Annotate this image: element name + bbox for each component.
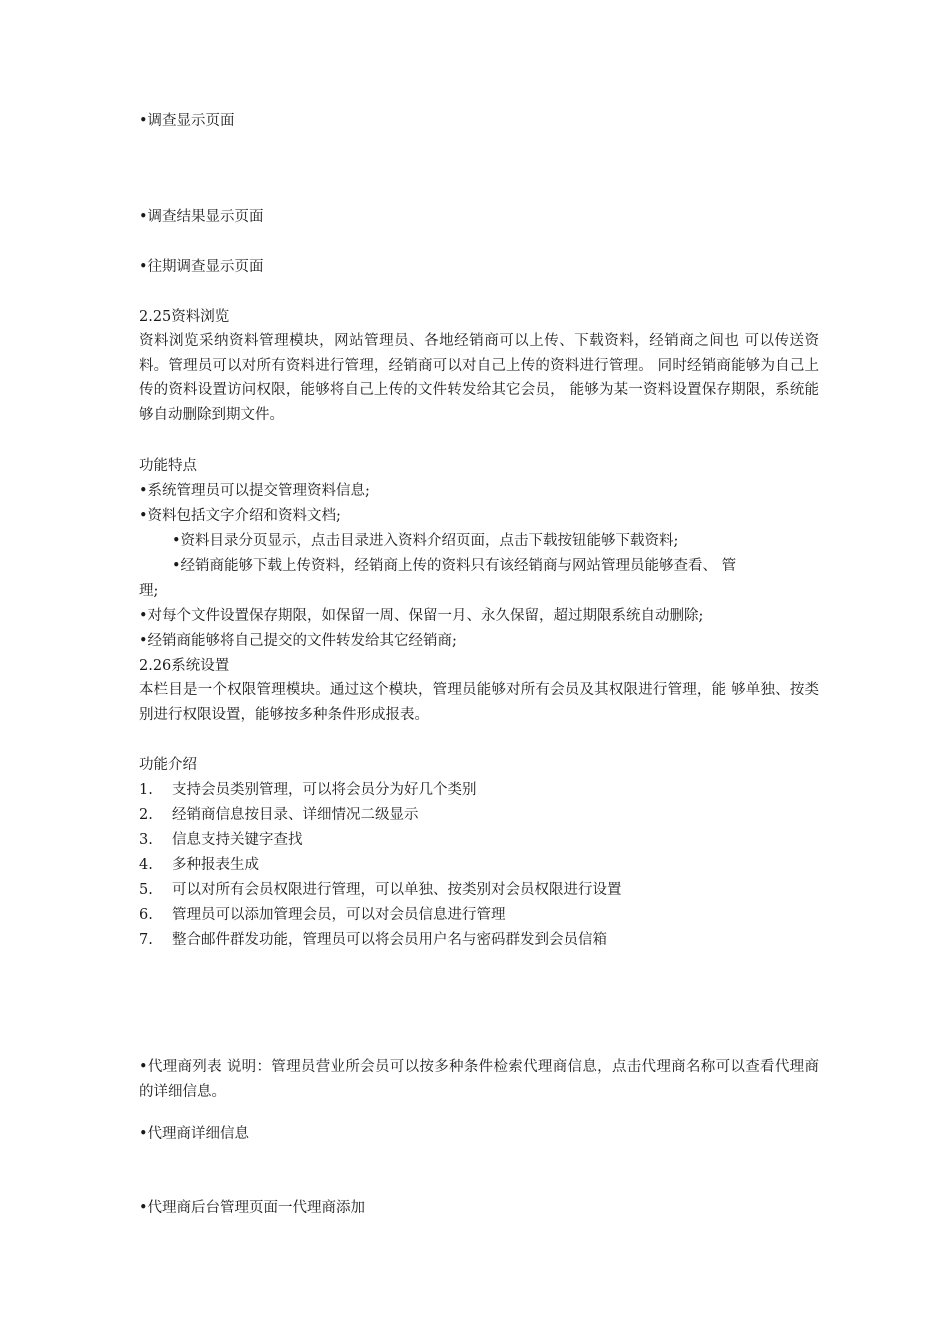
- list-number: 7.: [139, 932, 153, 948]
- feature-subitem: •经销商能够下载上传资料，经销商上传的资料只有该经销商与网站管理员能够查看、 管: [172, 558, 737, 574]
- list-text: 信息支持关键字查找: [172, 832, 303, 848]
- list-text: 管理员可以添加管理会员，可以对会员信息进行管理: [172, 907, 506, 923]
- intro-list-item: [139, 855, 259, 875]
- intro-list-item: [139, 880, 622, 900]
- list-text: 多种报表生成: [172, 857, 259, 873]
- section-2-26-body: 本栏目是一个权限管理模块。通过这个模块，管理员能够对所有会员及其权限进行管理，能 够单独、按类别进行权限设置，能够按多种条件形成报表。: [139, 682, 819, 723]
- list-text: 整合邮件群发功能，管理员可以将会员用户名与密码群发到会员信箱: [172, 932, 607, 948]
- feature-item: •系统管理员可以提交管理资料信息;: [139, 483, 370, 499]
- section-2-25-title: 2.25资料浏览: [139, 309, 230, 325]
- list-number: 2.: [139, 807, 153, 823]
- feature-subitem-continuation: 理;: [139, 583, 159, 599]
- intro-title: 功能介绍: [139, 757, 197, 773]
- list-number: 5.: [139, 882, 153, 898]
- survey-display-heading: •调查显示页面: [139, 113, 235, 129]
- section-2-26-title: 2.26系统设置: [139, 658, 230, 674]
- agent-admin-heading: •代理商后台管理页面一代理商添加: [139, 1200, 366, 1216]
- section-2-25-body: 资料浏览采纳资料管理模块，网站管理员、各地经销商可以上传、下载资料，经销商之间也 可以传送资料。管理员可以对所有资料进行管理，经销商可以对自己上传的资料进行管理。 同时经销商能够为自己上传的资料设置访问权限，能够将自己上传的文件转发给其它会员， 能够为某一资料设置保存期限，系统能够自动删除到期文件。: [139, 333, 819, 424]
- intro-list-item: [139, 930, 607, 950]
- agent-detail-heading: •代理商详细信息: [139, 1126, 250, 1142]
- list-text: 经销商信息按目录、详细情况二级显示: [172, 807, 419, 823]
- agent-list-description: •代理商列表 说明：管理员营业所会员可以按多种条件检索代理商信息，点击代理商名称可以查看代理商 的详细信息。: [139, 1059, 819, 1100]
- list-number: 1.: [139, 782, 153, 798]
- survey-result-heading: •调查结果显示页面: [139, 209, 264, 225]
- intro-list-item: [139, 905, 506, 925]
- list-text: 可以对所有会员权限进行管理，可以单独、按类别对会员权限进行设置: [172, 882, 622, 898]
- feature-item: •对每个文件设置保存期限，如保留一周、保留一月、永久保留，超过期限系统自动删除;: [139, 608, 704, 624]
- feature-item: •资料包括文字介绍和资料文档;: [139, 508, 341, 524]
- intro-list-item: [139, 805, 419, 825]
- features-title: 功能特点: [139, 458, 197, 474]
- intro-list-item: [139, 780, 477, 800]
- feature-subitem: •资料目录分页显示，点击目录进入资料介绍页面，点击下载按钮能够下载资料;: [172, 533, 679, 549]
- list-number: 4.: [139, 857, 153, 873]
- feature-item: •经销商能够将自己提交的文件转发给其它经销商;: [139, 633, 457, 649]
- past-survey-heading: •往期调查显示页面: [139, 259, 264, 275]
- list-number: 3.: [139, 832, 153, 848]
- list-number: 6.: [139, 907, 153, 923]
- list-text: 支持会员类别管理，可以将会员分为好几个类别: [172, 782, 477, 798]
- intro-list-item: [139, 830, 303, 850]
